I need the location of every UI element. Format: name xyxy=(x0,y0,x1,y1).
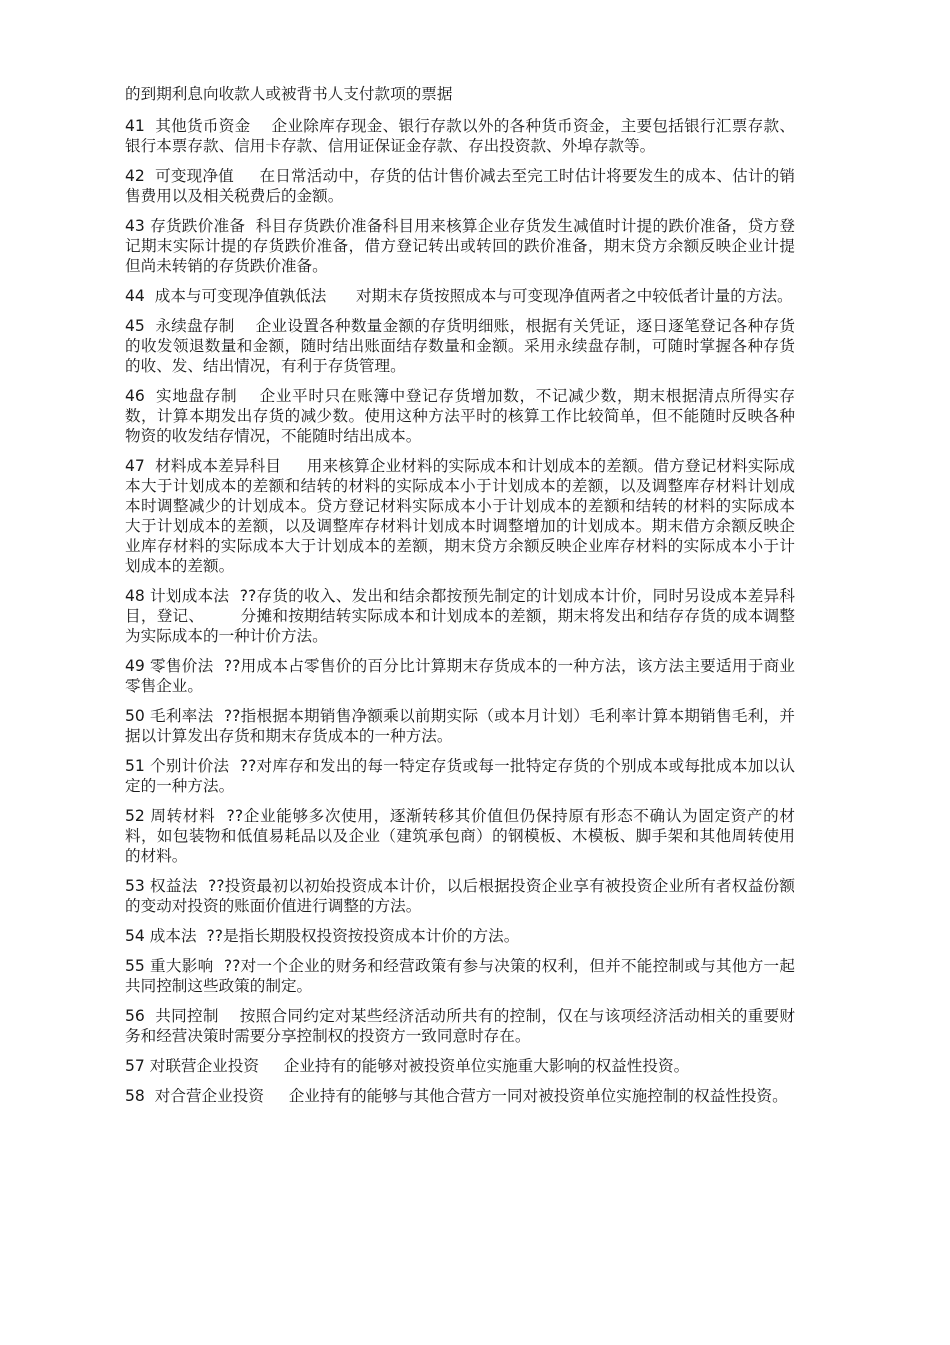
entry-49-retail-price-method: 49 零售价法 ??用成本占零售价的百分比计算期末存货成本的一种方法，该方法主要适用于商业零售企业。 xyxy=(125,657,795,695)
entry-58-joint-venture-investment: 58 对合营企业投资 企业持有的能够与其他合营方一同对被投资单位实施控制的权益性投资。 xyxy=(125,1087,788,1105)
entry-57-associate-investment: 57 对联营企业投资 企业持有的能够对被投资单位实施重大影响的权益性投资。 xyxy=(125,1057,690,1075)
entry-41-other-monetary-funds: 41 其他货币资金 企业除库存现金、银行存款以外的各种货币资金，主要包括银行汇票存款、银行本票存款、信用卡存款、信用证保证金存款、存出投资款、外埠存款等。 xyxy=(125,117,795,155)
entry-47-material-cost-variance: 47 材料成本差异科目 用来核算企业材料的实际成本和计划成本的差额。借方登记材料实际成本大于计划成本的差额和结转的材料的实际成本小于计划成本的差额，以及调整库存材料计划成本时调整减少的计划成本。贷方登记材料实际成本小于计划成本的差额和结转的材料的实际成本大于计划成本的差额，以及调整库存材料计划成本时调整增加的计划成本。期末借方余额反映企业库存材料的实际成本大于计划成本的差额，期末贷方余额反映企业库存材料的实际成本小于计划成本的差额。 xyxy=(125,457,795,575)
document-page xyxy=(125,84,795,1116)
entry-52-revolving-materials: 52 周转材料 ??企业能够多次使用，逐渐转移其价值但仍保持原有形态不确认为固定资产的材料，如包装物和低值易耗品以及企业（建筑承包商）的钢模板、木模板、脚手架和其他周转使用的材料。 xyxy=(125,807,795,865)
entry-53-equity-method: 53 权益法 ??投资最初以初始投资成本计价，以后根据投资企业享有被投资企业所有者权益份额的变动对投资的账面价值进行调整的方法。 xyxy=(125,877,795,915)
entry-45-perpetual-inventory: 45 永续盘存制 企业设置各种数量金额的存货明细账，根据有关凭证，逐日逐笔登记各种存货的收发领退数量和金额，随时结出账面结存数量和金额。采用永续盘存制，可随时掌握各种存货的收、发、结出情况，有利于存货管理。 xyxy=(125,317,795,375)
entry-50-gross-margin-method: 50 毛利率法 ??指根据本期销售净额乘以前期实际（或本月计划）毛利率计算本期销售毛利，并据以计算发出存货和期末存货成本的一种方法。 xyxy=(125,707,795,745)
entry-46-periodic-inventory: 46 实地盘存制 企业平时只在账簿中登记存货增加数，不记减少数，期末根据清点所得实存数，计算本期发出存货的减少数。使用这种方法平时的核算工作比较简单，但不能随时反映各种物资的收发结存情况，不能随时结出成本。 xyxy=(125,387,795,445)
continuation-line: 的到期利息向收款人或被背书人支付款项的票据 xyxy=(125,85,453,103)
entry-42-net-realizable-value: 42 可变现净值 在日常活动中，存货的估计售价减去至完工时估计将要发生的成本、估计的销售费用以及相关税费后的金额。 xyxy=(125,167,795,205)
entry-43-inventory-impairment-reserve: 43 存货跌价准备 科目存货跌价准备科目用来核算企业存货发生减值时计提的跌价准备，贷方登记期末实际计提的存货跌价准备，借方登记转出或转回的跌价准备，期末贷方余额反映企业计提但尚未转销的存货跌价准备。 xyxy=(125,217,795,275)
entry-51-specific-identification: 51 个别计价法 ??对库存和发出的每一特定存货或每一批特定存货的个别成本或每批成本加以认定的一种方法。 xyxy=(125,757,795,795)
entry-48-planned-cost-method: 48 计划成本法 ??存货的收入、发出和结余都按预先制定的计划成本计价，同时另设成本差异科目，登记、 分摊和按期结转实际成本和计划成本的差额，期末将发出和结存存货的成本调整为实际成本的一种计价方法。 xyxy=(125,587,795,645)
entry-55-significant-influence: 55 重大影响 ??对一个企业的财务和经营政策有参与决策的权利，但并不能控制或与其他方一起共同控制这些政策的制定。 xyxy=(125,957,795,995)
entry-56-joint-control: 56 共同控制 按照合同约定对某些经济活动所共有的控制，仅在与该项经济活动相关的重要财务和经营决策时需要分享控制权的投资方一致同意时存在。 xyxy=(125,1007,795,1045)
entry-54-cost-method: 54 成本法 ??是指长期股权投资按投资成本计价的方法。 xyxy=(125,927,520,945)
entry-44-lower-of-cost-or-nrv: 44 成本与可变现净值孰低法 对期末存货按照成本与可变现净值两者之中较低者计量的方法。 xyxy=(125,287,793,305)
